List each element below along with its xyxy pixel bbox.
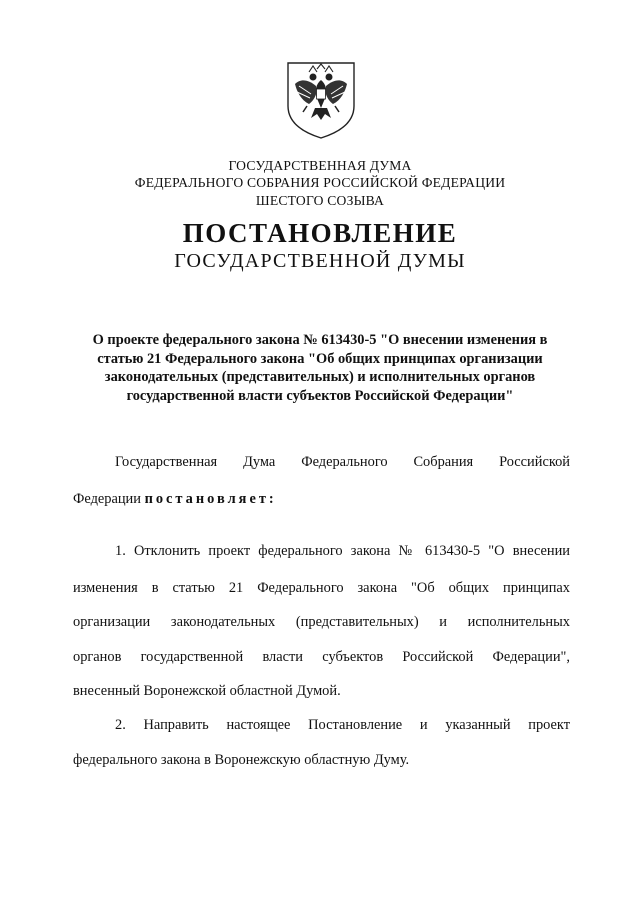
item-1-line: 1. Отклонить проект федерального закона № 613430-5 "О внесении xyxy=(115,543,570,559)
spaced-verb: постановляет: xyxy=(144,491,277,507)
preamble-line-1: Государственная Дума Федерального Собрания Российской xyxy=(115,454,570,470)
preamble-text: Федерации xyxy=(73,491,145,507)
item-1-line: организации законодательных (представительных) и исполнительных xyxy=(73,614,570,630)
header-line-2: ФЕДЕРАЛЬНОГО СОБРАНИЯ РОССИЙСКОЙ ФЕДЕРАЦИИ xyxy=(134,175,506,190)
subject-heading xyxy=(60,331,580,405)
item-2-line: 2. Направить настоящее Постановление и указанный проект xyxy=(115,717,570,733)
document-subtitle: ГОСУДАРСТВЕННОЙ ДУМЫ xyxy=(174,250,466,272)
russian-coat-of-arms-emblem xyxy=(285,60,357,140)
header-line-3: ШЕСТОГО СОЗЫВА xyxy=(255,193,385,208)
item-1-line: органов государственной власти субъектов Российской Федерации", xyxy=(73,649,570,665)
subject-line: государственной власти субъектов Российской Федерации" xyxy=(126,387,514,404)
header-line-1: ГОСУДАРСТВЕННАЯ ДУМА xyxy=(228,158,412,173)
subject-line: статью 21 Федерального закона "Об общих принципах организации xyxy=(97,350,543,367)
item-2-line: федерального закона в Воронежскую областную Думу. xyxy=(73,752,410,768)
item-1-line: изменения в статью 21 Федерального закона "Об общих принципах xyxy=(73,580,570,596)
preamble-line-2 xyxy=(73,491,277,508)
subject-line: законодательных (представительных) и исполнительных органов xyxy=(104,369,536,385)
subject-line: О проекте федерального закона № 613430-5 "О внесении изменения в xyxy=(92,332,548,348)
item-1-line: внесенный Воронежской областной Думой. xyxy=(73,683,341,699)
document-title: ПОСТАНОВЛЕНИЕ xyxy=(182,218,458,248)
